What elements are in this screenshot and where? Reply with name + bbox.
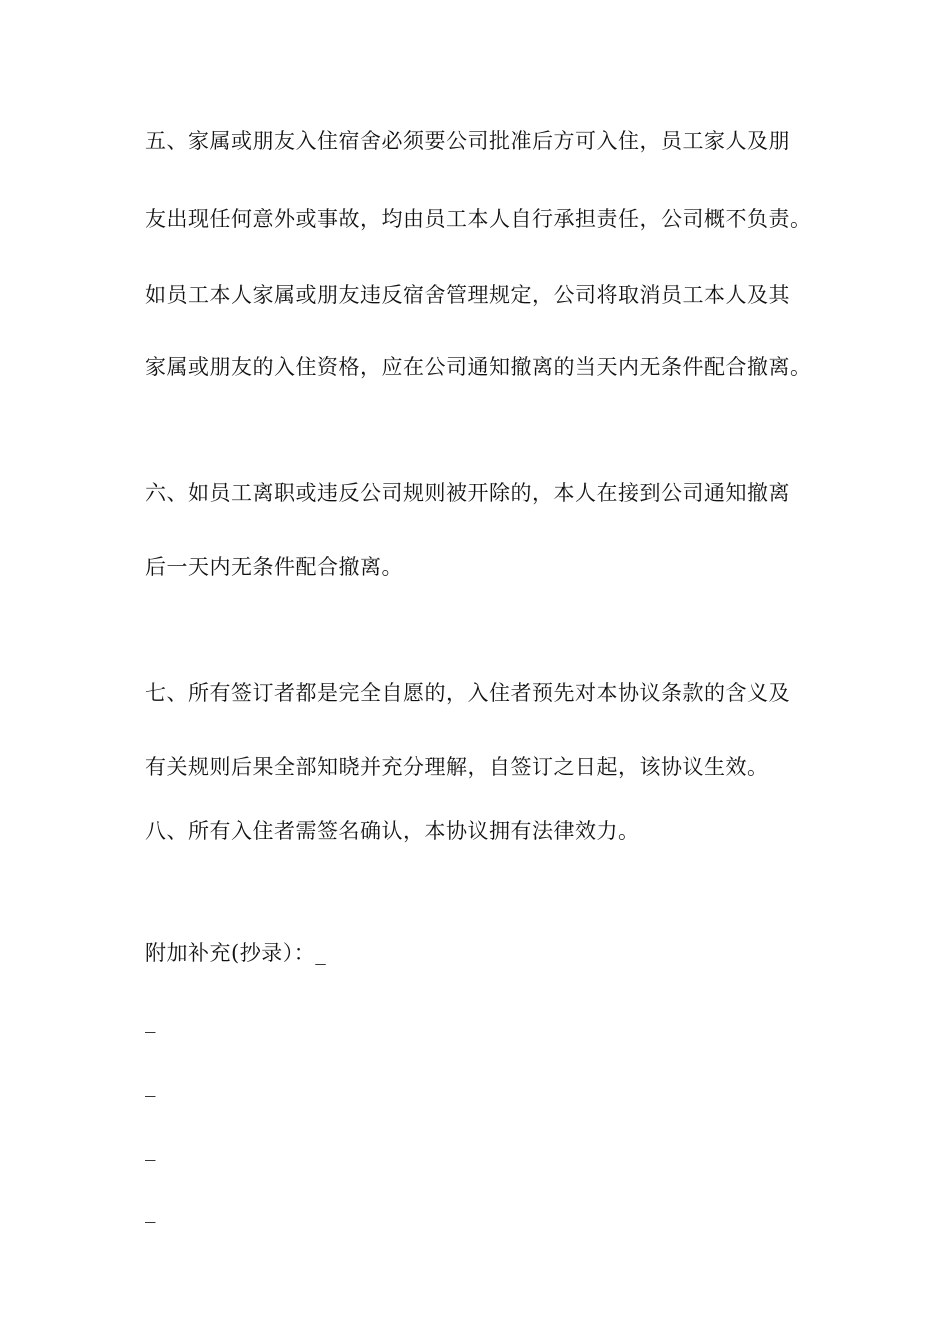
section-8-line-1: 八、所有入住者需签名确认，本协议拥有法律效力。 (145, 819, 640, 843)
section-5-line-1: 五、家属或朋友入住宿舍必须要公司批准后方可入住，员工家人及朋 (145, 129, 790, 153)
section-7-line-1: 七、所有签订者都是完全自愿的，入住者预先对本协议条款的含义及 (145, 681, 790, 705)
section-5-line-2: 友出现任何意外或事故，均由员工本人自行承担责任，公司概不负责。 (145, 207, 812, 231)
supplement-blank-2: _ (145, 1073, 156, 1097)
section-5-line-3: 如员工本人家属或朋友违反宿舍管理规定，公司将取消员工本人及其 (145, 283, 790, 307)
section-7-line-2: 有关规则后果全部知晓并充分理解，自签订之日起，该协议生效。 (145, 755, 769, 779)
section-6-line-2: 后一天内无条件配合撤离。 (145, 555, 403, 579)
section-6-line-1: 六、如员工离职或违反公司规则被开除的，本人在接到公司通知撤离 (145, 481, 790, 505)
section-5-line-4: 家属或朋友的入住资格，应在公司通知撤离的当天内无条件配合撤离。 (145, 355, 812, 379)
supplement-blank-1: _ (145, 1009, 156, 1033)
supplement-blank-3: _ (145, 1137, 156, 1161)
supplement-label: 附加补充(抄录）：_ (145, 941, 327, 965)
supplement-blank-4: _ (145, 1199, 156, 1223)
